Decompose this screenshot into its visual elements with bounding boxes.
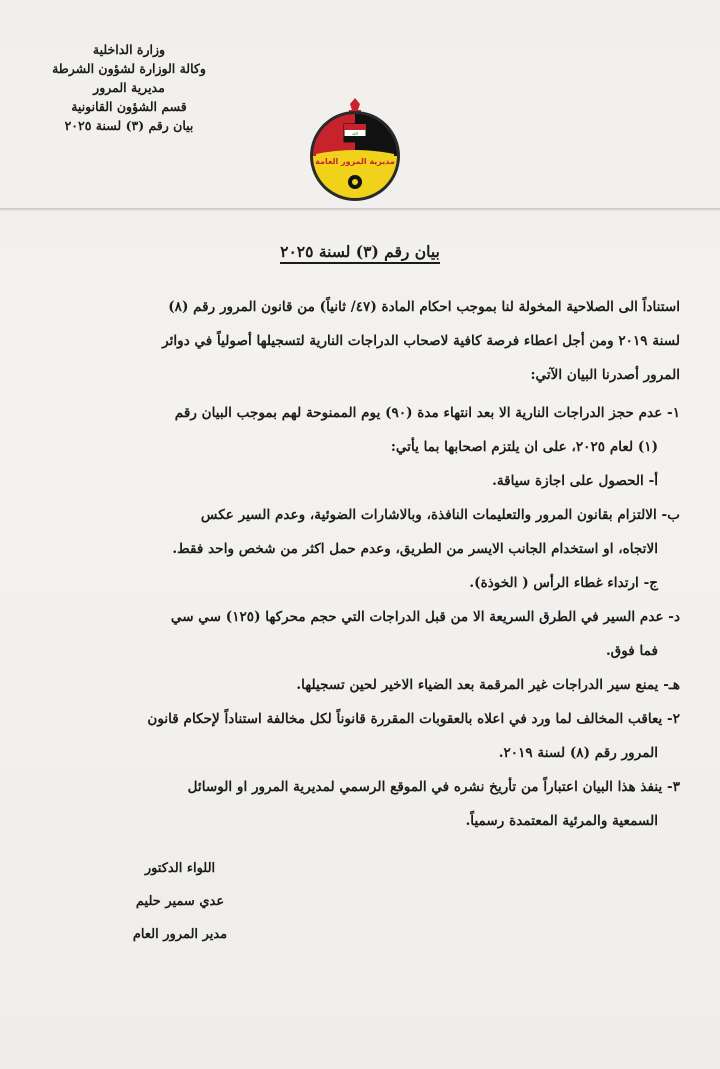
clause-1-d-continued: فما فوق. — [605, 643, 658, 659]
ministry-name: وزارة الداخلية — [92, 42, 166, 57]
clause-2-continued: المرور رقم (٨) لسنة ٢٠١٩. — [498, 745, 658, 761]
signatory-rank: اللواء الدكتور — [144, 861, 216, 876]
clause-1-b-continued: الاتجاه، او استخدام الجانب الايسر من الطريق، وعدم حمل اكثر من شخص واحد فقط. — [172, 541, 658, 557]
clause-1-d: د- عدم السير في الطرق السريعة الا من قبل الدراجات التي حجم محركها (١٢٥) سي سي — [170, 609, 680, 625]
section-name: قسم الشؤون القانونية — [71, 99, 187, 114]
statement-title: بيان رقم (٣) لسنة ٢٠٢٥ — [0, 242, 720, 261]
traffic-directorate-emblem-icon — [300, 98, 410, 202]
statement-body — [40, 290, 680, 838]
page-fold-line — [0, 208, 720, 211]
clause-1-a: أ- الحصول على اجازة سياقة. — [492, 473, 658, 489]
intro-line: المرور أصدرنا البيان الآتي: — [530, 367, 680, 383]
clause-1-c: ج- ارتداء غطاء الرأس ( الخوذة). — [469, 575, 658, 591]
clause-1-h: هـ- يمنع سير الدراجات غير المرقمة بعد الضياء الاخير لحين تسجيلها. — [296, 677, 680, 693]
clause-3-continued: السمعية والمرئية المعتمدة رسمياً. — [465, 813, 658, 829]
clause-1-b: ب- الالتزام بقانون المرور والتعليمات النافذة، وبالاشارات الضوئية، وعدم السير عكس — [200, 507, 680, 523]
agency-name: وكالة الوزارة لشؤون الشرطة — [52, 61, 206, 76]
statement-reference: بيان رقم (٣) لسنة ٢٠٢٥ — [64, 118, 194, 133]
clause-1: ١- عدم حجز الدراجات النارية الا بعد انتهاء مدة (٩٠) يوم الممنوحة لهم بموجب البيان رقم — [174, 405, 680, 421]
svg-text:الله: الله — [352, 131, 358, 136]
directorate-name: مديرية المرور — [93, 80, 165, 95]
svg-text:مديرية المرور العامة: مديرية المرور العامة — [315, 157, 395, 166]
intro-line: لسنة ٢٠١٩ ومن أجل اعطاء فرصة كافية لاصحاب الدراجات النارية لتسجيلها أصولياً في دوائر — [162, 333, 680, 349]
clause-3: ٣- ينفذ هذا البيان اعتباراً من تأريخ نشره في الموقع الرسمي لمديرية المرور او الوسائل — [187, 779, 680, 795]
signatory-position: مدير المرور العام — [132, 927, 228, 942]
signatory-name: عدي سمير حليم — [135, 894, 225, 909]
signature-block — [100, 852, 260, 951]
clause-1-continued: (١) لعام ٢٠٢٥، على ان يلتزم اصحابها بما يأتي: — [390, 439, 658, 455]
clause-2: ٢- يعاقب المخالف لما ورد في اعلاه بالعقوبات المقررة قانوناً لكل مخالفة استناداً لإحكام قانون — [147, 711, 680, 727]
intro-line: استناداً الى الصلاحية المخولة لنا بموجب احكام المادة (٤٧/ ثانياً) من قانون المرور رقم (٨) — [168, 299, 680, 315]
letterhead — [44, 40, 214, 135]
